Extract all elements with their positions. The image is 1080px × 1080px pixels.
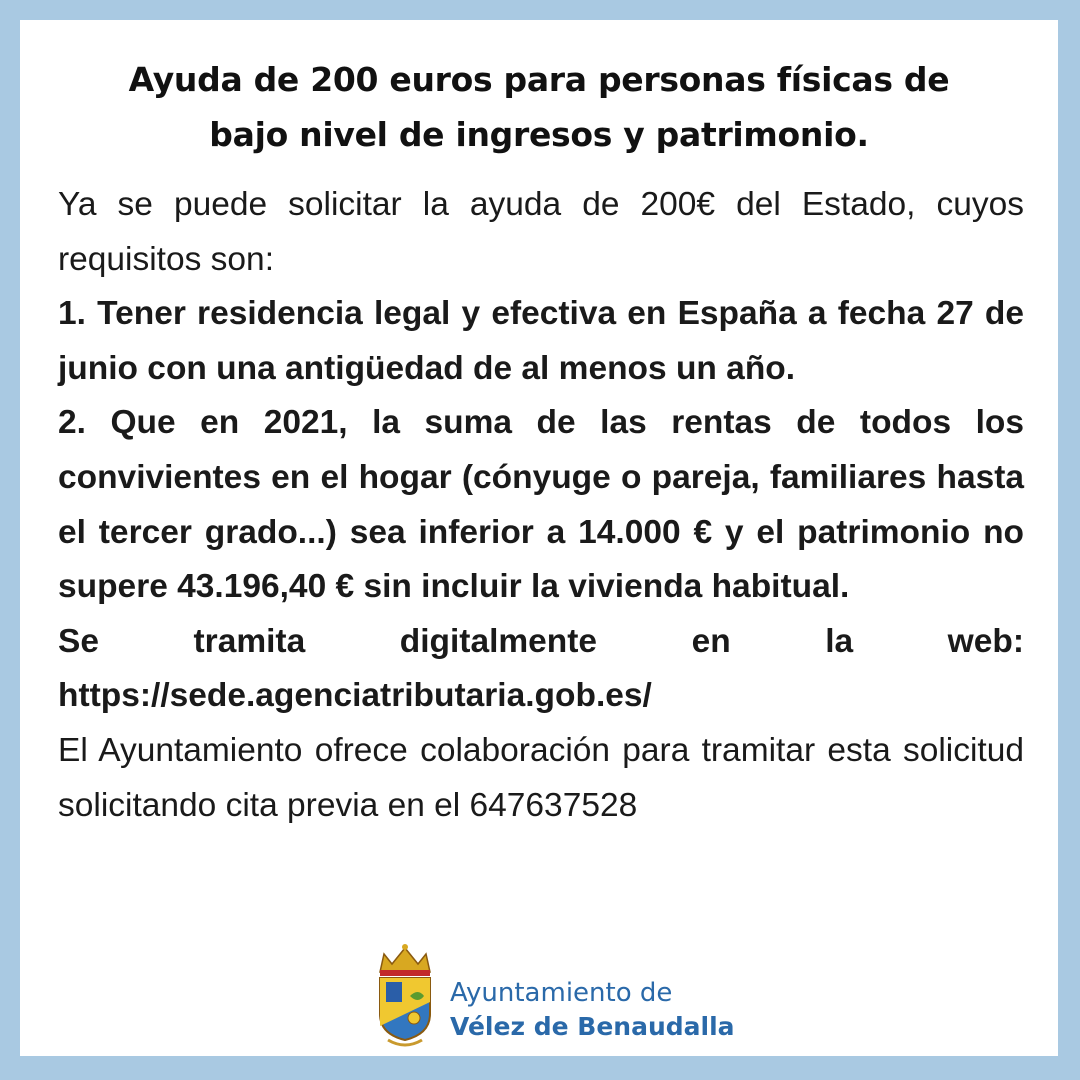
intro-paragraph: Ya se puede solicitar la ayuda de 200€ del Estado, cuyos requisitos son: (58, 186, 1024, 278)
announcement-body (58, 178, 1024, 833)
help-paragraph: El Ayuntamiento ofrece colaboración para tramitar esta solicitud solicitando cita previa en el 647637528 (58, 731, 1024, 824)
title-line-2: bajo nivel de ingresos y patrimonio. (209, 115, 869, 154)
logo-line-2: Vélez de Benaudalla (450, 1012, 735, 1041)
web-url-link[interactable]: https://sede.agenciatributaria.gob.es/ (58, 677, 652, 715)
requirement-2: 2. Que en 2021, la suma de las rentas de todos los convivientes en el hogar (cónyuge o pareja, familiares hasta el tercer grado...) sea inferior a 14.000 € y el patrimonio no supere 43.196,40 € sin incluir la vivienda habitual. (58, 404, 1024, 606)
title-line-1: Ayuda de 200 euros para personas físicas de (128, 60, 950, 99)
logo-line-1: Ayuntamiento de (450, 978, 673, 1008)
town-hall-logo (370, 942, 735, 1052)
coat-of-arms-icon (370, 942, 440, 1050)
requirement-1: 1. Tener residencia legal y efectiva en España a fecha 27 de junio con una antigüedad de al menos un año. (58, 295, 1024, 387)
page-title (60, 52, 1018, 162)
poster-card (20, 20, 1058, 1056)
web-label: Se tramita digitalmente en la web: (58, 622, 1024, 660)
